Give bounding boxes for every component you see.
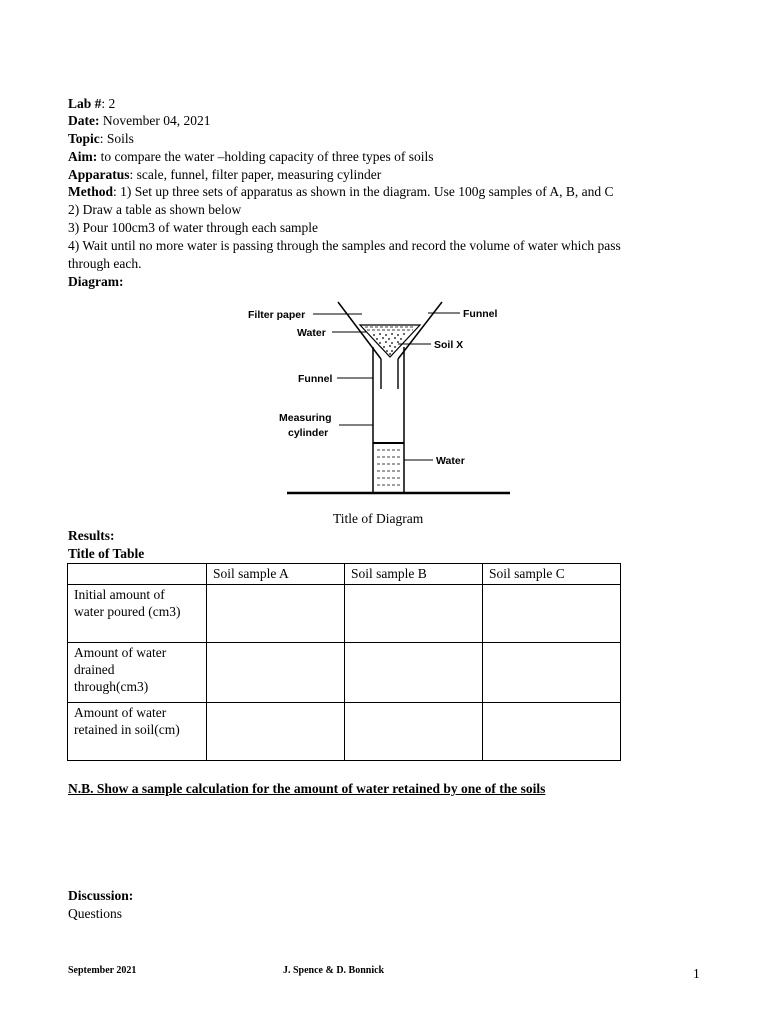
apparatus-label: Apparatus — [68, 167, 130, 182]
table-cell — [345, 703, 483, 761]
table-row — [68, 703, 621, 761]
row-label-drained: Amount of water drained through(cm3) — [68, 643, 207, 703]
method-line — [68, 183, 614, 201]
footer-date: September 2021 — [68, 965, 137, 976]
apparatus-value: : scale, funnel, filter paper, measuring cylinder — [129, 167, 382, 182]
page-number: 1 — [693, 966, 700, 981]
date-label: Date: — [68, 113, 100, 128]
method-label: Method — [68, 184, 113, 199]
date-line — [68, 112, 210, 130]
header-cell-sample-c: Soil sample C — [483, 564, 621, 585]
results-heading: Results: — [68, 528, 115, 543]
table-cell — [207, 703, 345, 761]
table-cell — [345, 585, 483, 643]
label-measuring: Measuring — [279, 412, 332, 424]
aim-value: to compare the water –holding capacity of three types of soils — [97, 149, 434, 164]
table-cell — [207, 585, 345, 643]
questions-label: Questions — [68, 906, 122, 921]
method-step-3: 3) Pour 100cm3 of water through each sample — [68, 220, 319, 235]
discussion-heading: Discussion: — [68, 888, 134, 903]
label-water-bottom: Water — [436, 455, 465, 467]
aim-line — [68, 148, 434, 166]
results-table — [67, 563, 621, 761]
topic-value: : Soils — [99, 131, 134, 146]
header-cell-sample-b: Soil sample B — [345, 564, 483, 585]
table-cell — [345, 643, 483, 703]
method-value: : 1) Set up three sets of apparatus as shown in the diagram. Use 100g samples of A, B, and C — [113, 184, 614, 199]
label-funnel-top: Funnel — [463, 308, 498, 320]
aim-label: Aim: — [68, 149, 98, 164]
table-row — [68, 585, 621, 643]
label-cylinder: cylinder — [288, 427, 329, 439]
label-funnel-left: Funnel — [298, 373, 333, 385]
table-cell — [483, 585, 621, 643]
lab-value: : 2 — [101, 96, 116, 111]
table-title: Title of Table — [68, 546, 145, 561]
lab-label: Lab # — [68, 96, 102, 111]
apparatus-diagram — [240, 297, 530, 502]
cylinder-water-dashes — [377, 450, 400, 485]
lab-number-line — [68, 95, 115, 113]
date-value: November 04, 2021 — [99, 113, 211, 128]
topic-line — [68, 130, 134, 148]
method-step-2: 2) Draw a table as shown below — [68, 202, 242, 217]
method-step-4-line-2: through each. — [68, 256, 142, 271]
apparatus-line — [68, 166, 381, 184]
table-cell — [483, 703, 621, 761]
diagram-title: Title of Diagram — [333, 511, 424, 526]
method-step-4-line-1: 4) Wait until no more water is passing through the samples and record the volume of water which pass — [68, 238, 621, 253]
table-cell — [207, 643, 345, 703]
label-water-top: Water — [297, 327, 326, 339]
label-soil-x: Soil X — [434, 339, 464, 351]
nb-instruction: N.B. Show a sample calculation for the amount of water retained by one of the soils — [68, 781, 546, 796]
topic-label: Topic — [68, 131, 100, 146]
row-label-initial: Initial amount of water poured (cm3) — [68, 585, 207, 643]
header-cell-blank — [68, 564, 207, 585]
table-cell — [483, 643, 621, 703]
label-filter-paper: Filter paper — [248, 309, 306, 321]
diagram-heading: Diagram: — [68, 274, 124, 289]
row-label-retained: Amount of water retained in soil(cm) — [68, 703, 207, 761]
footer-authors: J. Spence & D. Bonnick — [283, 965, 385, 976]
table-row — [68, 643, 621, 703]
table-header-row — [68, 564, 621, 585]
header-cell-sample-a: Soil sample A — [207, 564, 345, 585]
